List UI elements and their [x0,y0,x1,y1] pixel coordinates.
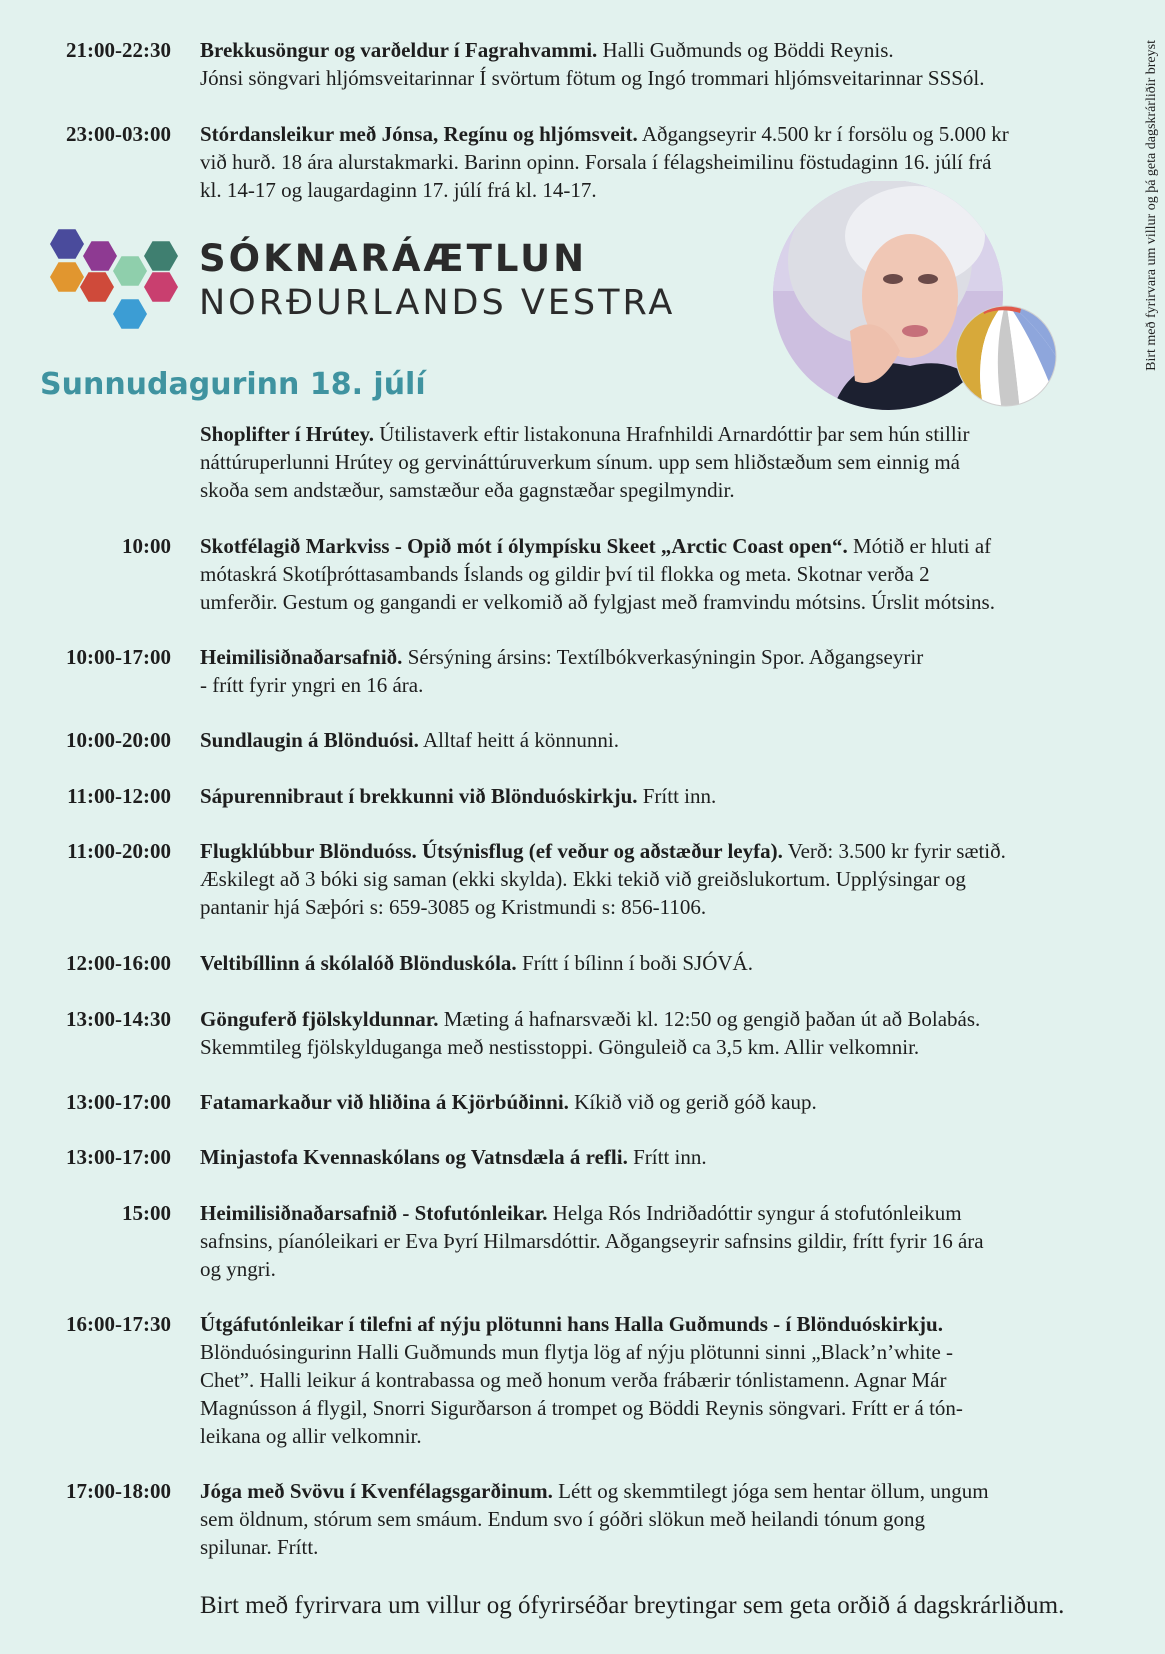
event-line: mótaskrá Skotíþróttasambands Íslands og gildir því til flokka og meta. Skotnar verða 2 [200,562,930,586]
event-line: Chet”. Halli leikur á kontrabassa og með honum verða frábærir tónlistamenn. Agnar Már [200,1368,947,1392]
event-time: 10:00 [122,534,171,558]
logo-hex-4 [50,262,84,291]
event-line: Jóga með Svövu í Kvenfélagsgarðinum. Létt og skemmtilegt jóga sem hentar öllum, ungum [200,1479,989,1503]
event-description [200,532,1090,616]
event-description [200,420,1090,504]
event-time: 10:00-17:00 [66,645,171,669]
event-line: spilunar. Frítt. [200,1535,319,1559]
event-description [200,1088,1090,1116]
event-description [200,949,1090,977]
event-time: 15:00 [122,1201,171,1225]
side-note: Birt með fyrirvara um villur og þá geta dagskrárliðir breyst [1144,40,1159,371]
event-line: náttúruperlunni Hrútey og gervináttúruverkum sínum. upp sem hliðstæðum sem einnig má [200,450,960,474]
event-line: Jónsi söngvari hljómsveitarinnar Í svörtum fötum og Ingó trommari hljómsveitarinnar SSSól. [200,66,985,90]
event-line: Shoplifter í Hrútey. Útilistaverk eftir listakonuna Hrafnhildi Arnardóttir þar sem hún stillir [200,422,970,446]
event-time: 11:00-12:00 [67,784,171,808]
event-line: Skemmtileg fjölskylduganga með nestisstoppi. Gönguleið ca 3,5 km. Allir velkomnir. [200,1035,920,1059]
event-description [200,837,1090,921]
logo-hexagons-icon [48,226,180,332]
event-line: Skotfélagið Markviss - Opið mót í ólympísku Skeet „Arctic Coast open“. Mótið er hluti af [200,534,992,558]
event-line: Magnússon á flygil, Snorri Sigurðarson á trompet og Böddi Reynis söngvari. Frítt er á tón- [200,1396,963,1420]
event-line: safnsins, píanóleikari er Eva Þyrí Hilmarsdóttir. Aðgangseyrir safnsins gildir, frítt fyrir 16 ára [200,1229,984,1253]
logo-hex-6 [80,272,114,301]
event-description [200,782,1090,810]
logo-hex-7 [144,272,178,301]
event-line: Blönduósingurinn Halli Guðmunds mun flytja lög af nýju plötunni sinni „Black’n’white - [200,1340,954,1364]
event-time: 11:00-20:00 [67,839,171,863]
event-description [200,643,1090,699]
event-line: Fatamarkaður við hliðina á Kjörbúðinni. Kíkið við og gerið góð kaup. [200,1090,817,1114]
event-line: Heimilisiðnaðarsafnið - Stofutónleikar. Helga Rós Indriðadóttir syngur á stofutónleikum [200,1201,962,1225]
event-time: 10:00-20:00 [66,728,171,752]
event-line: Minjastofa Kvennaskólans og Vatnsdæla á refli. Frítt inn. [200,1145,707,1169]
event-description [200,1477,1090,1561]
event-line: Gönguferð fjölskyldunnar. Mæting á hafnarsvæði kl. 12:50 og gengið þaðan út að Bolabás. [200,1007,981,1031]
event-time: 16:00-17:30 [66,1312,171,1336]
singer-photo [770,181,1070,417]
logo-hex-3 [144,241,178,270]
logo-subtitle: NORÐURLANDS VESTRA [199,283,676,323]
event-line: umferðir. Gestum og gangandi er velkomið að fylgjast með framvindu mótsins. Úrslit mótsins. [200,590,995,614]
event-line: - frítt fyrir yngri en 16 ára. [200,673,424,697]
event-time: 13:00-17:00 [66,1090,171,1114]
event-line: Útgáfutónleikar í tilefni af nýju plötunni hans Halla Guðmunds - í Blönduóskirkju. [200,1312,943,1336]
event-time: 13:00-14:30 [66,1007,171,1031]
event-description [200,1005,1090,1061]
event-line: leikana og allir velkomnir. [200,1424,422,1448]
event-line: Heimilisiðnaðarsafnið. Sérsýning ársins: Textílbókverkasýningin Spor. Aðgangseyrir [200,645,924,669]
logo-title: SÓKNARÁÆTLUN [199,237,588,280]
event-time: 21:00-22:30 [66,38,171,62]
logo-hex-1 [50,229,84,258]
event-time: 23:00-03:00 [66,122,171,146]
event-line: kl. 14-17 og laugardaginn 17. júlí frá kl. 14-17. [200,178,597,202]
logo-hex-5 [113,256,147,285]
event-line: Stórdansleikur með Jónsa, Regínu og hljómsveit. Aðgangseyrir 4.500 kr í forsölu og 5.000 kr [200,122,1009,146]
event-description [200,1143,1090,1171]
event-line: Brekkusöngur og varðeldur í Fagrahvammi. Halli Guðmunds og Böddi Reynis. [200,38,894,62]
event-line: Sápurennibraut í brekkunni við Blönduóskirkju. Frítt inn. [200,784,717,808]
event-line: Flugklúbbur Blönduóss. Útsýnisflug (ef veður og aðstæður leyfa). Verð: 3.500 kr fyrir sætið. [200,839,1006,863]
event-description [200,36,1090,92]
day-heading: Sunnudagurinn 18. júlí [40,367,426,402]
event-line: sem öldnum, stórum sem smáum. Endum svo í góðri slökun með heilandi tónum gong [200,1507,926,1531]
event-description [200,726,1090,754]
disclaimer: Birt með fyrirvara um villur og ófyrirséðar breytingar sem geta orðið á dagskrárliðum. [200,1592,1065,1619]
event-line: við hurð. 18 ára alurstakmarki. Barinn opinn. Forsala í félagsheimilinu föstudaginn 16. júlí frá [200,150,992,174]
event-time: 13:00-17:00 [66,1145,171,1169]
logo-hex-8 [113,299,147,328]
event-description [200,1199,1090,1283]
event-line: Æskilegt að 3 bóki sig saman (ekki skylda). Ekki tekið við greiðslukortum. Upplýsingar og [200,867,966,891]
event-line: Sundlaugin á Blönduósi. Alltaf heitt á könnunni. [200,728,619,752]
event-time: 17:00-18:00 [66,1479,171,1503]
logo-hex-2 [83,241,117,270]
event-line: og yngri. [200,1257,276,1281]
event-line: Veltibíllinn á skólalóð Blönduskóla. Frítt í bílinn í boði SJÓVÁ. [200,951,753,975]
event-line: pantanir hjá Sæþóri s: 659-3085 og Kristmundi s: 856-1106. [200,895,707,919]
event-line: skoða sem andstæður, samstæður eða gagnstæðar spegilmyndir. [200,478,735,502]
event-description [200,1310,1090,1450]
event-time: 12:00-16:00 [66,951,171,975]
